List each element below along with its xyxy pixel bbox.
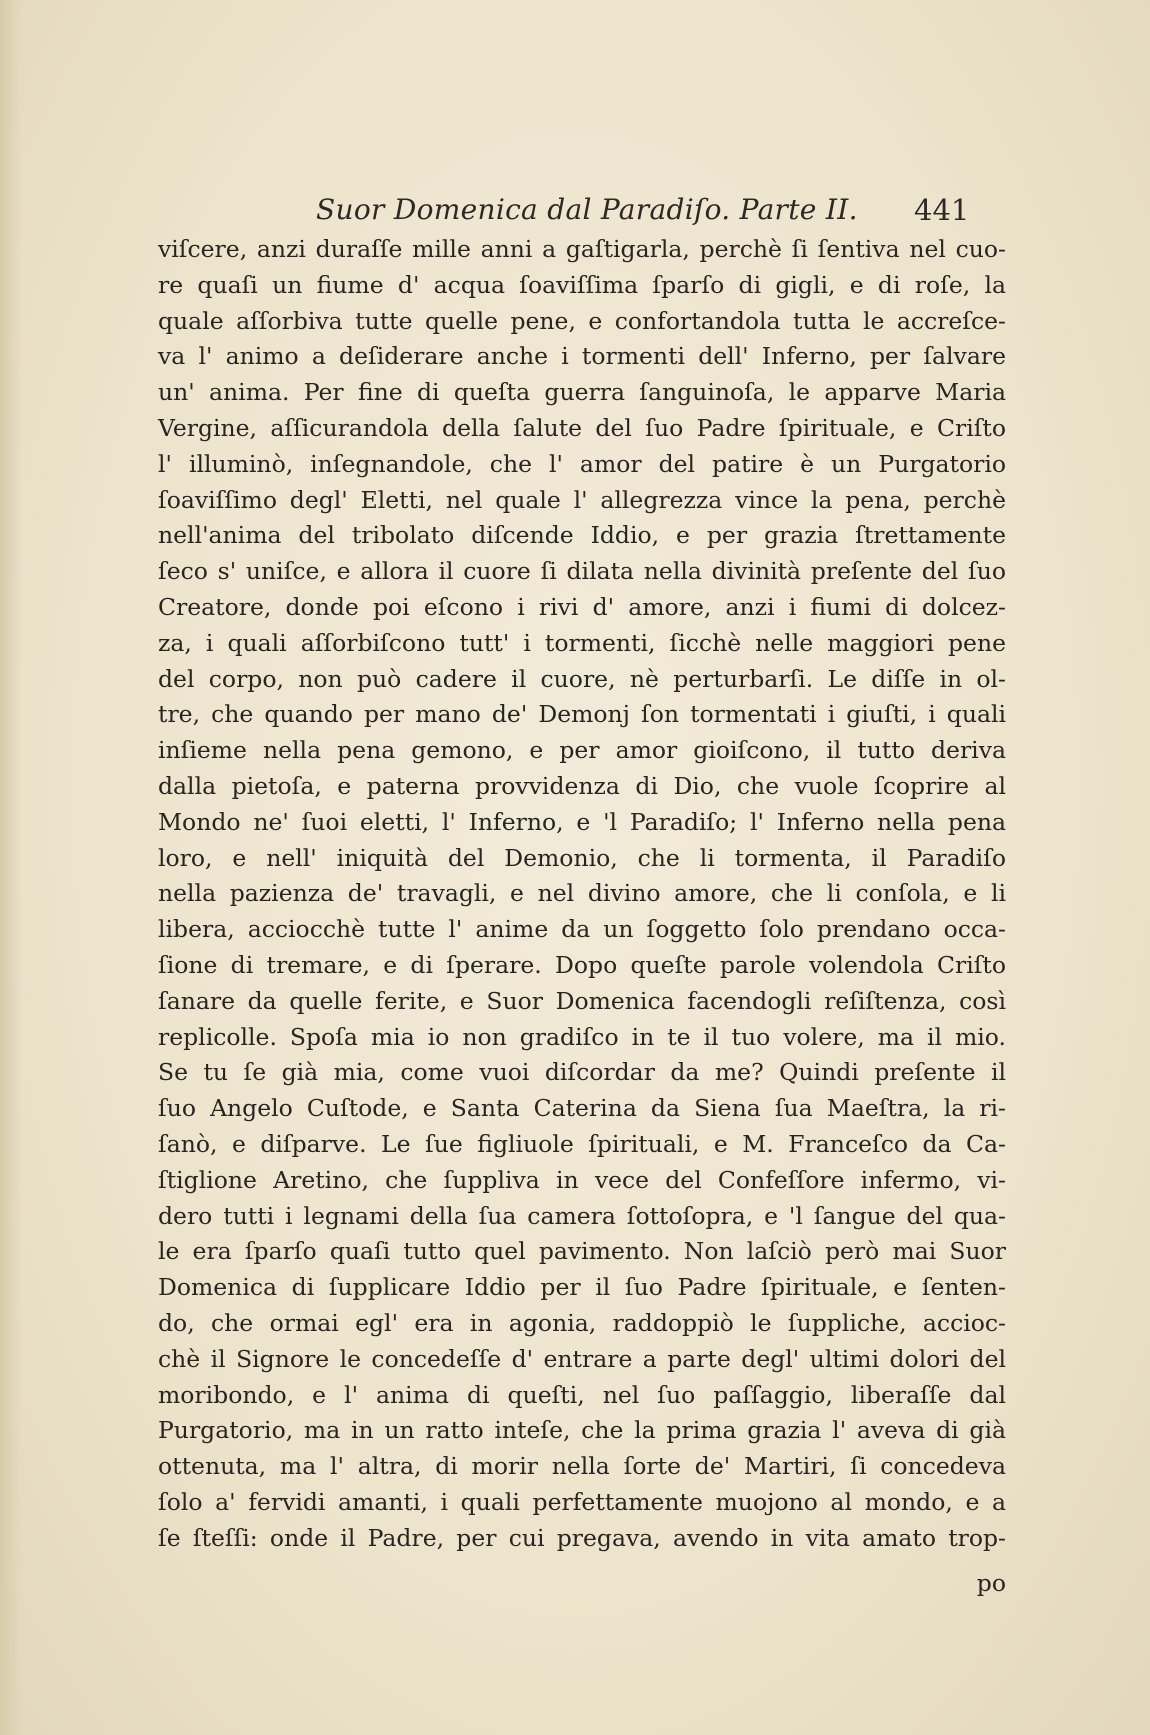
text-line: ſeco s' uniſce, e allora il cuore ſi dilata nella divinità preſente del ſuo (158, 557, 1006, 586)
text-line: ſuo Angelo Cuſtode, e Santa Caterina da Siena ſua Maeſtra, la ri- (158, 1094, 1006, 1123)
text-line: do, che ormai egl' era in agonia, raddoppiò le ſuppliche, accioc- (158, 1308, 1006, 1337)
text-line: Purgatorio, ma in un ratto inteſe, che la prima grazia l' aveva di già (158, 1416, 1006, 1445)
text-line: ſolo a' fervidi amanti, i quali perfettamente muojono al mondo, e a (158, 1487, 1006, 1516)
text-line: nella pazienza de' travagli, e nel divino amore, che li conſola, e li (158, 879, 1006, 908)
text-line: loro, e nell' iniquità del Demonio, che li tormenta, il Paradiſo (158, 843, 1006, 872)
text-line: replicolle. Spoſa mia io non gradiſco in te il tuo volere, ma il mio. (158, 1022, 1006, 1051)
page-number: 441 (914, 193, 970, 227)
text-line: quale aſſorbiva tutte quelle pene, e confortandola tutta le accreſce- (158, 306, 1006, 335)
text-line: ottenuta, ma l' altra, di morir nella ſorte de' Martiri, ſi concedeva (158, 1452, 1006, 1481)
text-line: Domenica di ſupplicare Iddio per il ſuo Padre ſpirituale, e ſenten- (158, 1273, 1006, 1302)
text-line: re quaſi un fiume d' acqua ſoaviſſima ſparſo di gigli, e di roſe, la (158, 270, 1006, 299)
text-line: za, i quali aſſorbiſcono tutt' i tormenti, ſicchè nelle maggiori pene (158, 628, 1006, 657)
page-gutter-shadow (0, 0, 22, 1735)
text-line: tre, che quando per mano de' Demonj ſon tormentati i giuſti, i quali (158, 700, 1006, 729)
text-line: moribondo, e l' anima di queſti, nel ſuo paſſaggio, liberaſſe dal (158, 1380, 1006, 1409)
text-line: ſione di tremare, e di ſperare. Dopo queſte parole volendola Criſto (158, 950, 1006, 979)
text-line: le era ſparſo quaſi tutto quel pavimento. Non laſciò però mai Suor (158, 1237, 1006, 1266)
body-text (158, 232, 1006, 1556)
text-line: ſanò, e diſparve. Le ſue figliuole ſpirituali, e M. Franceſco da Ca- (158, 1129, 1006, 1158)
text-line: Creatore, donde poi eſcono i rivi d' amore, anzi i fiumi di dolcez- (158, 592, 1006, 621)
text-line: ſoaviſſimo degl' Eletti, nel quale l' allegrezza vince la pena, perchè (158, 485, 1006, 514)
text-line: inſieme nella pena gemono, e per amor gioiſcono, il tutto deriva (158, 736, 1006, 765)
text-line: va l' animo a deſiderare anche i tormenti dell' Inferno, per ſalvare (158, 342, 1006, 371)
text-line: Vergine, aſſicurandola della ſalute del ſuo Padre ſpirituale, e Criſto (158, 413, 1006, 442)
text-line: ſtiglione Aretino, che ſuppliva in vece del Confeſſore infermo, vi- (158, 1165, 1006, 1194)
text-line: viſcere, anzi duraſſe mille anni a gaſtigarla, perchè ſi ſentiva nel cuo- (158, 235, 1006, 263)
text-line: libera, acciocchè tutte l' anime da un ſoggetto ſolo prendano occa- (158, 915, 1006, 944)
text-line: dero tutti i legnami della ſua camera ſottoſopra, e 'l ſangue del qua- (158, 1201, 1006, 1230)
text-line: ſe ſteſſi: onde il Padre, per cui pregava, avendo in vita amato trop- (158, 1523, 1006, 1552)
catchword: po (976, 1569, 1006, 1597)
text-line: un' anima. Per fine di queſta guerra ſanguinoſa, le apparve Maria (158, 378, 1006, 407)
text-line: Mondo ne' ſuoi eletti, l' Inferno, e 'l Paradiſo; l' Inferno nella pena (158, 807, 1006, 836)
text-line: dalla pietoſa, e paterna provvidenza di Dio, che vuole ſcoprire al (158, 771, 1006, 800)
text-line: del corpo, non può cadere il cuore, nè perturbarſi. Le diſſe in ol- (158, 664, 1006, 693)
text-line: nell'anima del tribolato diſcende Iddio, e per grazia ſtrettamente (158, 521, 1006, 550)
text-line: l' illuminò, inſegnandole, che l' amor del patire è un Purgatorio (158, 449, 1006, 478)
text-line: chè il Signore le concedeſſe d' entrare a parte degl' ultimi dolori del (158, 1344, 1006, 1373)
running-title: Suor Domenica dal Paradiſo. Parte II. (316, 193, 858, 226)
text-line: ſanare da quelle ferite, e Suor Domenica facendogli reſiſtenza, così (158, 986, 1006, 1015)
text-line: Se tu ſe già mia, come vuoi diſcordar da me? Quindi preſente il (158, 1058, 1006, 1087)
